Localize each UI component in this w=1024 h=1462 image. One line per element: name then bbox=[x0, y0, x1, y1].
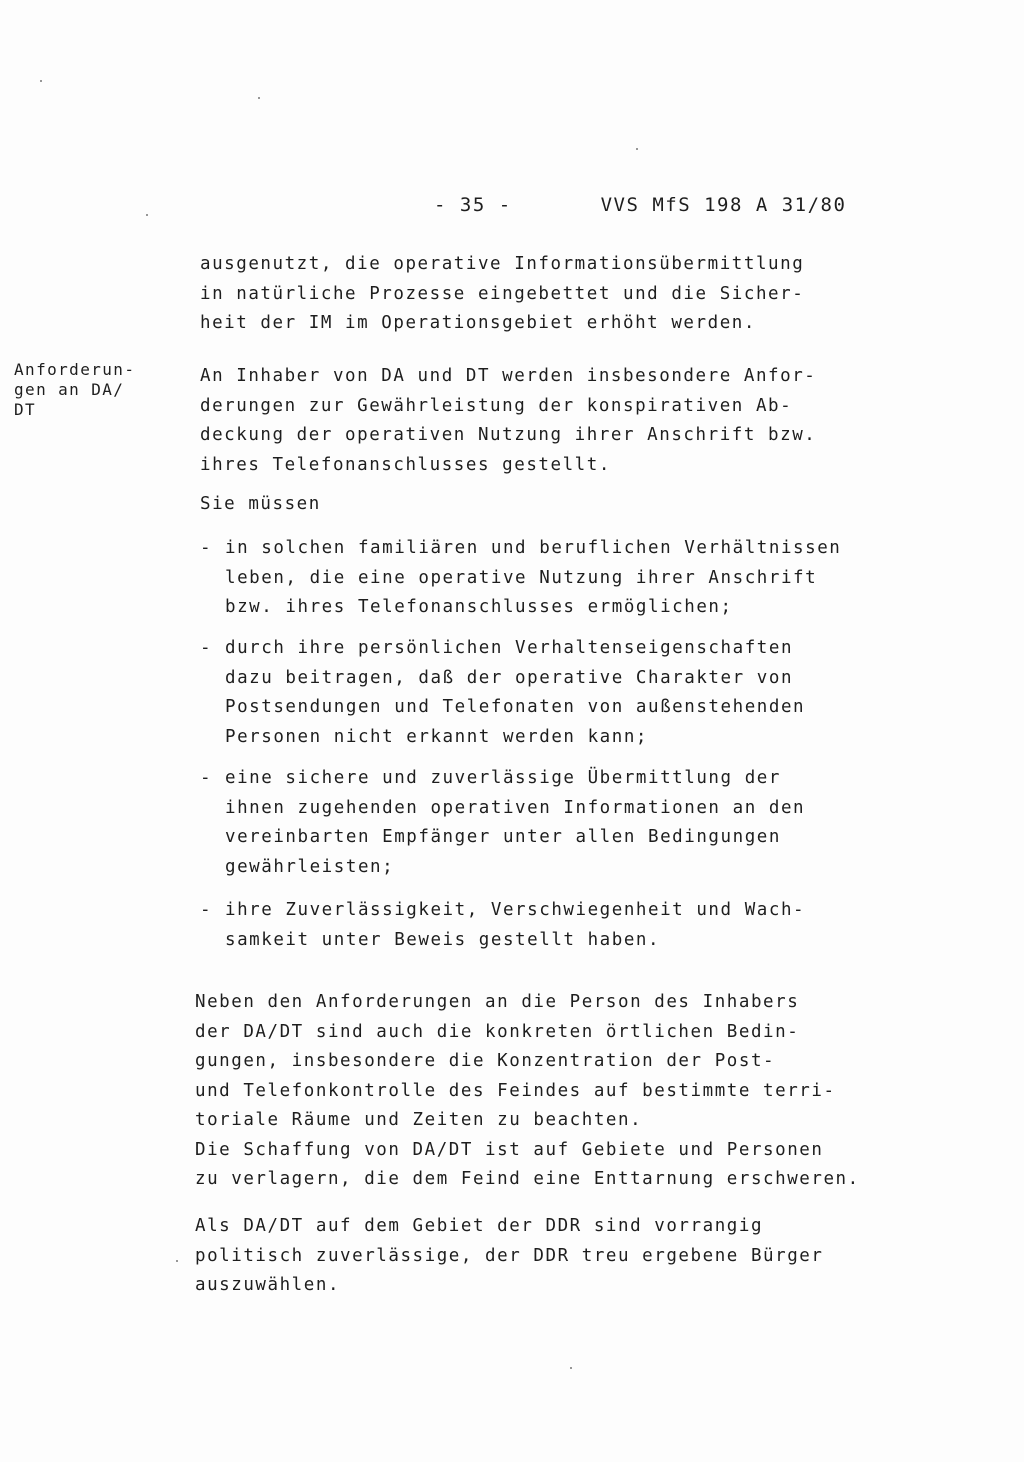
text-line: eine sichere und zuverlässige Übermittlung der bbox=[225, 768, 781, 788]
page-header bbox=[434, 194, 846, 216]
requirement-list-item bbox=[200, 534, 860, 623]
text-line: Neben den Anforderungen an die Person des Inhabers bbox=[195, 992, 800, 1012]
paragraph-3 bbox=[200, 490, 860, 520]
paragraph-2 bbox=[200, 362, 860, 480]
scan-speck bbox=[258, 97, 260, 99]
list-dash: - bbox=[200, 538, 213, 558]
text-line: politisch zuverlässige, der DDR treu ergebene Bürger bbox=[195, 1245, 824, 1266]
scan-speck bbox=[176, 1260, 178, 1262]
text-line: dazu beitragen, daß der operative Charakter von bbox=[225, 667, 794, 688]
margin-note-line: gen an DA/ bbox=[14, 380, 125, 399]
text-line: Personen nicht erkannt werden kann; bbox=[225, 726, 649, 747]
text-line: ausgenutzt, die operative Informationsübermittlung bbox=[200, 254, 805, 274]
page-number: - 35 - bbox=[434, 194, 512, 216]
text-line: heit der IM im Operationsgebiet erhöht werden. bbox=[200, 313, 756, 333]
margin-note-line: DT bbox=[14, 400, 37, 419]
text-line: bzw. ihres Telefonanschlusses ermöglichen; bbox=[225, 597, 733, 617]
text-line: ihres Telefonanschlusses gestellt. bbox=[200, 454, 611, 475]
list-dash: - bbox=[200, 768, 213, 788]
text-line: Postsendungen und Telefonaten von außenstehenden bbox=[225, 697, 806, 717]
scan-speck bbox=[146, 214, 148, 216]
text-line: ihre Zuverlässigkeit, Verschwiegenheit und Wach- bbox=[225, 900, 806, 920]
text-line: der DA/DT sind auch die konkreten örtlichen Bedin- bbox=[195, 1021, 800, 1042]
requirement-list-item bbox=[200, 896, 860, 955]
scan-speck bbox=[570, 1367, 572, 1369]
text-line: An Inhaber von DA und DT werden insbesondere Anfor- bbox=[200, 366, 817, 386]
text-line: und Telefonkontrolle des Feindes auf bestimmte terri- bbox=[195, 1080, 836, 1101]
text-line: in solchen familiären und beruflichen Verhältnissen bbox=[225, 538, 842, 558]
scan-speck bbox=[40, 80, 42, 82]
list-dash: - bbox=[200, 638, 213, 658]
text-line: Als DA/DT auf dem Gebiet der DDR sind vorrangig bbox=[195, 1216, 764, 1236]
text-line: gewährleisten; bbox=[225, 856, 395, 877]
text-line: ihnen zugehenden operativen Informationen an den bbox=[225, 797, 806, 818]
paragraph-5 bbox=[195, 1212, 855, 1301]
paragraph-4 bbox=[195, 988, 860, 1195]
text-line: zu verlagern, die dem Feind eine Enttarnung erschweren. bbox=[195, 1169, 860, 1189]
text-line: durch ihre persönlichen Verhaltenseigenschaften bbox=[225, 638, 794, 658]
scan-speck bbox=[636, 148, 638, 150]
text-line: Die Schaffung von DA/DT ist auf Gebiete und Personen bbox=[195, 1139, 824, 1160]
text-line: toriale Räume und Zeiten zu beachten. bbox=[195, 1110, 643, 1130]
text-line: Sie müssen bbox=[200, 494, 321, 514]
margin-note-line: Anforderun- bbox=[14, 360, 136, 379]
text-line: in natürliche Prozesse eingebettet und die Sicher- bbox=[200, 283, 805, 304]
paragraph-1 bbox=[200, 250, 860, 339]
requirement-list-item bbox=[200, 764, 860, 882]
text-line: samkeit unter Beweis gestellt haben. bbox=[225, 929, 661, 950]
document-reference: VVS MfS 198 A 31/80 bbox=[600, 194, 847, 216]
text-line: derungen zur Gewährleistung der konspirativen Ab- bbox=[200, 395, 793, 416]
text-line: leben, die eine operative Nutzung ihrer Anschrift bbox=[225, 567, 818, 588]
text-line: deckung der operativen Nutzung ihrer Anschrift bzw. bbox=[200, 425, 817, 445]
text-line: gungen, insbesondere die Konzentration der Post- bbox=[195, 1051, 776, 1071]
margin-note bbox=[14, 360, 135, 420]
requirement-list-item bbox=[200, 634, 860, 752]
text-line: auszuwählen. bbox=[195, 1275, 341, 1295]
text-line: vereinbarten Empfänger unter allen Bedingungen bbox=[225, 827, 781, 847]
list-dash: - bbox=[200, 900, 213, 920]
